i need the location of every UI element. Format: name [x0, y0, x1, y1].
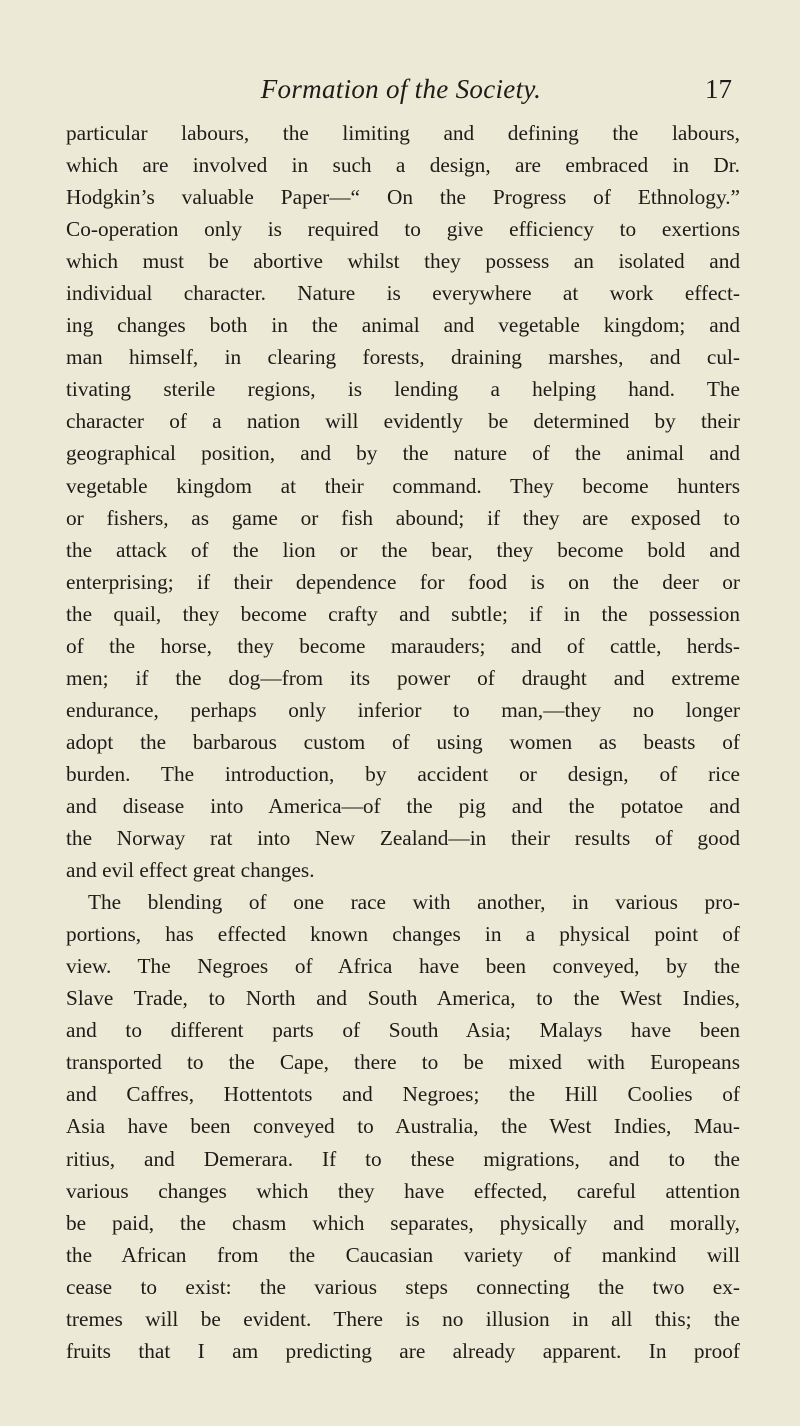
text-line: the African from the Caucasian variety of mankind will [66, 1242, 740, 1267]
text-line: transported to the Cape, there to be mixed with Europeans [66, 1050, 740, 1075]
text-line: endurance, perhaps only inferior to man,—they no longer [66, 697, 740, 722]
text-line: particular labours, the limiting and defining the labours, [66, 121, 740, 145]
text-line: ritius, and Demerara. If to these migrations, and to the [66, 1146, 740, 1171]
text-line: the quail, they become crafty and subtle; if in the possession [66, 601, 740, 626]
text-line: enterprising; if their dependence for food is on the deer or [66, 569, 740, 594]
text-line: cease to exist: the various steps connecting the two ex- [66, 1274, 740, 1299]
text-line: Slave Trade, to North and South America, to the West Indies, [66, 986, 740, 1011]
paragraph-end-line: and evil effect great changes. [66, 858, 315, 883]
text-line: which are involved in such a design, are embraced in Dr. [66, 153, 740, 178]
text-line: tremes will be evident. There is no illusion in all this; the [66, 1306, 740, 1331]
text-line: geographical position, and by the nature of the animal and [66, 441, 740, 466]
text-line: men; if the dog—from its power of draught and extreme [66, 665, 740, 690]
text-line: the Norway rat into New Zealand—in their results of good [66, 826, 740, 851]
text-line: character of a nation will evidently be determined by their [66, 409, 740, 434]
text-line: burden. The introduction, by accident or design, of rice [66, 761, 740, 786]
text-line: and Caffres, Hottentots and Negroes; the Hill Coolies of [66, 1082, 740, 1107]
text-line: of the horse, they become marauders; and of cattle, herds- [66, 633, 740, 658]
text-line: portions, has effected known changes in a physical point of [66, 922, 740, 947]
paragraph-start-line: The blending of one race with another, in various pro- [88, 890, 740, 915]
text-line: man himself, in clearing forests, draining marshes, and cul- [66, 345, 740, 370]
text-line: Hodgkin’s valuable Paper—“ On the Progress of Ethnology.” [66, 185, 740, 210]
text-line: or fishers, as game or fish abound; if they are exposed to [66, 505, 740, 530]
text-line: adopt the barbarous custom of using women as beasts of [66, 729, 740, 754]
text-line: Co-operation only is required to give efficiency to exertions [66, 217, 740, 242]
page-number: 17 [705, 74, 732, 104]
text-line: Asia have been conveyed to Australia, the West Indies, Mau- [66, 1114, 740, 1139]
text-line: various changes which they have effected, careful attention [66, 1178, 740, 1203]
text-line: the attack of the lion or the bear, they become bold and [66, 537, 740, 562]
running-title: Formation of the Society. [260, 74, 542, 104]
page-header [66, 74, 736, 108]
text-line: fruits that I am predicting are already apparent. In proof [66, 1338, 740, 1363]
text-line: individual character. Nature is everywhere at work effect- [66, 281, 740, 306]
text-line: vegetable kingdom at their command. They become hunters [66, 473, 740, 498]
body-text [66, 117, 740, 1367]
text-line: view. The Negroes of Africa have been conveyed, by the [66, 954, 740, 979]
text-line: and to different parts of South Asia; Malays have been [66, 1018, 740, 1043]
text-line: ing changes both in the animal and vegetable kingdom; and [66, 313, 740, 338]
text-line: tivating sterile regions, is lending a helping hand. The [66, 377, 740, 402]
text-line: be paid, the chasm which separates, physically and morally, [66, 1210, 740, 1235]
text-line: which must be abortive whilst they possess an isolated and [66, 249, 740, 274]
text-line: and disease into America—of the pig and the potatoe and [66, 793, 740, 818]
